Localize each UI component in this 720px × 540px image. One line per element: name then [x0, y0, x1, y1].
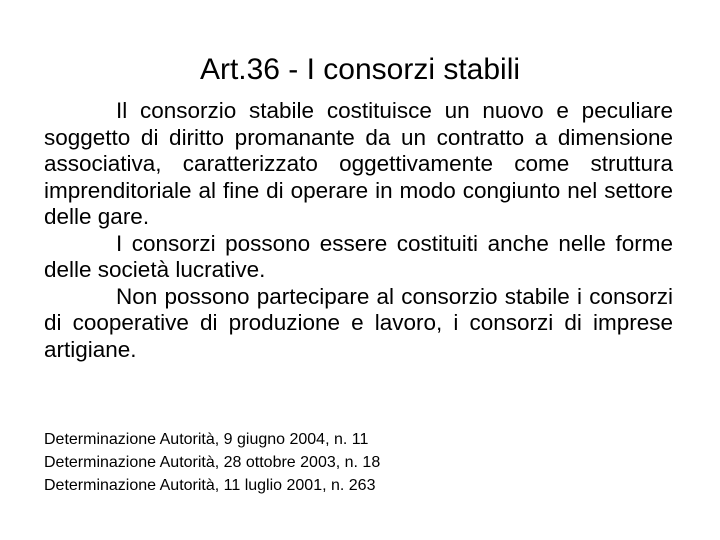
- paragraph-definition: Il consorzio stabile costituisce un nuovo e peculiare soggetto di diritto promanante da un contratto a dimensione associativa, caratterizzato oggettivamente come struttura imprenditoriale al fine di operare in modo congiunto nel settore delle gare.: [44, 98, 673, 229]
- paragraph-forms: I consorzi possono essere costituiti anche nelle forme delle società lucrative.: [44, 230, 673, 282]
- paragraph-exclusions: Non possono partecipare al consorzio stabile i consorzi di cooperative di produzione e lavoro, i consorzi di imprese artigiane.: [44, 283, 673, 362]
- slide-body: [44, 98, 673, 363]
- slide-title: Art.36 - I consorzi stabili: [199, 53, 521, 86]
- reference-item: Determinazione Autorità, 28 ottobre 2003, n. 18: [44, 454, 381, 471]
- references-list: [44, 428, 684, 497]
- reference-item: Determinazione Autorità, 11 luglio 2001, n. 263: [44, 477, 376, 494]
- reference-item: Determinazione Autorità, 9 giugno 2004, n. 11: [44, 431, 369, 448]
